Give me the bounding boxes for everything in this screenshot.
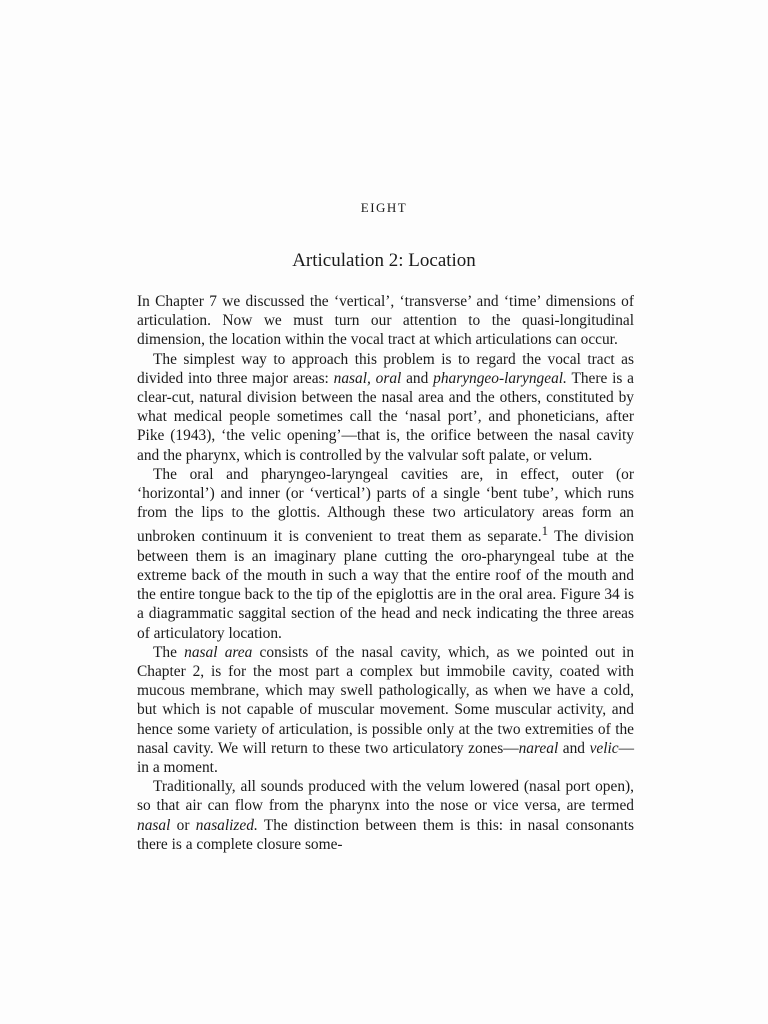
italic-term: pharyngeo-laryngeal. [433, 369, 567, 387]
italic-term: nasal, oral [333, 369, 402, 387]
paragraph [137, 465, 634, 643]
text-run: or [170, 816, 196, 834]
italic-term: nasal [137, 816, 171, 834]
footnote-marker: 1 [541, 524, 549, 539]
paragraph [137, 292, 634, 350]
text-run: In Chapter 7 we discussed the ‘vertical’, ‘transverse’ and ‘time’ dimensions of articulation. Now we must turn our attention to the quasi-longitudinal dimension, the location within the vocal tract at which articulations can occur. [137, 293, 634, 349]
text-run: The distinction between them is this: in nasal consonants there is a complete closure some- [137, 816, 634, 853]
text-run: and [401, 369, 434, 387]
italic-term: nasalized. [195, 816, 258, 834]
text-run: The [153, 643, 185, 661]
text-run: The simplest way to approach this problem is to regard the vocal tract as divided into three major areas: [137, 350, 634, 387]
body-text [137, 292, 634, 854]
text-run: There is a clear-cut, natural division between the nasal area and the others, constituted by what medical people sometimes call the ‘nasal port’, and phoneticians, after Pike (1943), ‘the velic opening’—that is, the orifice between the nasal cavity and the pharynx, which is controlled by the valvular soft palate, or velum. [137, 369, 635, 464]
text-run: Traditionally, all sounds produced with the velum lowered (nasal port open), so that air can flow from the pharynx into the nose or vice versa, are termed [137, 778, 634, 815]
text-run: The division between them is an imaginary plane cutting the oro-pharyngeal tube at the extreme back of the mouth in such a way that the entire roof of the mouth and the entire tongue back to the tip of the epiglottis are in the oral area. Figure 34 is a diagrammatic saggital section of the head and neck indicating the three areas of articulatory location. [137, 528, 634, 642]
italic-term: velic [589, 739, 619, 757]
paragraph [137, 777, 634, 854]
text-run: consists of the nasal cavity, which, as we pointed out in Chapter 2, is for the most part a complex but immobile cavity, coated with mucous membrane, which may swell pathologically, as when we have a cold, but which is not capable of muscular movement. Some muscular activity, and hence some variety of articulation, is possible only at the two extremities of the nasal cavity. We will return to these two articulatory zones— [137, 643, 635, 757]
text-run: —in a moment. [137, 739, 634, 776]
italic-term: nareal [518, 739, 559, 757]
chapter-number: EIGHT [360, 200, 408, 215]
italic-term: nasal area [184, 643, 253, 661]
paragraph [137, 643, 634, 777]
chapter-title: Articulation 2: Location [292, 250, 476, 271]
text-run: and [558, 739, 590, 757]
paragraph [137, 350, 634, 465]
text-run: The oral and pharyngeo-laryngeal cavities are, in effect, outer (or ‘horizontal’) and inner (or ‘vertical’) parts of a single ‘bent tube’, which runs from the lips to the glottis. Although these two articulatory areas form an unbroken continuum it is convenient to treat them as separate. [137, 465, 634, 546]
